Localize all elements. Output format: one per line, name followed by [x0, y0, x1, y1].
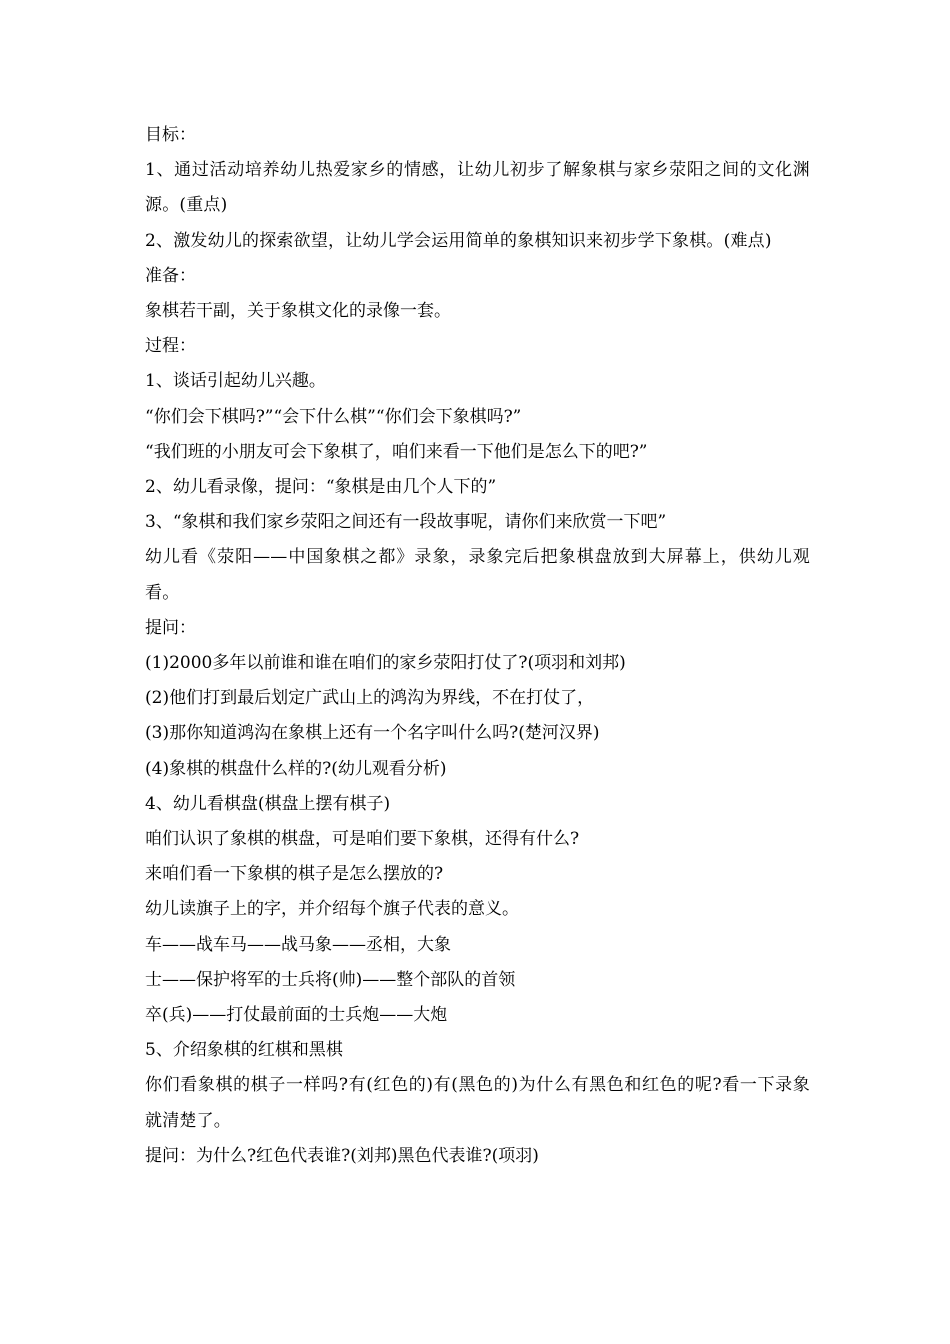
piece-meaning-3: 卒(兵)——打仗最前面的士兵炮——大炮	[145, 1005, 448, 1026]
piece-meaning-1: 车——战车马——战马象——丞相，大象	[145, 934, 451, 955]
document-page	[145, 118, 810, 1174]
heading-questions: 提问：	[145, 617, 196, 638]
question-2: (2)他们打到最后划定广武山上的鸿沟为界线，不在打仗了，	[145, 688, 595, 709]
preparation-text: 象棋若干副，关于象棋文化的录像一套。	[145, 301, 451, 322]
step5-text: 你们看象棋的棋子一样吗?有(红色的)有(黑色的)为什么有黑色和红色的呢?看一下录象就清楚了。	[145, 1075, 810, 1131]
question-1: (1)2000多年以前谁和谁在咱们的家乡荥阳打仗了?(项羽和刘邦)	[145, 653, 626, 674]
step4-text-3: 幼儿读旗子上的字，并介绍每个旗子代表的意义。	[145, 899, 519, 920]
process-step-1: 1、谈话引起幼儿兴趣。	[145, 371, 326, 392]
heading-goals: 目标：	[145, 125, 196, 145]
question-4: (4)象棋的棋盘什么样的?(幼儿观看分析)	[145, 758, 447, 779]
process-video-text: 幼儿看《荥阳——中国象棋之都》录象，录象完后把象棋盘放到大屏幕上，供幼儿观看。	[145, 547, 810, 603]
process-step-2: 2、幼儿看录像，提问：“象棋是由几个人下的”	[145, 477, 497, 498]
step5-question: 提问：为什么?红色代表谁?(刘邦)黑色代表谁?(项羽)	[145, 1145, 539, 1166]
goal-item-2: 2、激发幼儿的探索欲望，让幼儿学会运用简单的象棋知识来初步学下象棋。(难点)	[145, 230, 772, 251]
process-step-5: 5、介绍象棋的红棋和黑棋	[145, 1040, 343, 1061]
step4-text-2: 来咱们看一下象棋的棋子是怎么摆放的?	[145, 864, 444, 885]
goal-item-1: 1、通过活动培养幼儿热爱家乡的情感，让幼儿初步了解象棋与家乡荥阳之间的文化渊源。(重点)	[145, 160, 810, 216]
step4-text-1: 咱们认识了象棋的棋盘，可是咱们要下象棋，还得有什么?	[145, 829, 580, 850]
process-dialogue-1: “你们会下棋吗?”“会下什么棋”“你们会下象棋吗?”	[145, 406, 522, 427]
heading-process: 过程：	[145, 336, 196, 357]
process-step-3: 3、“象棋和我们家乡荥阳之间还有一段故事呢，请你们来欣赏一下吧”	[145, 512, 667, 533]
process-dialogue-2: “我们班的小朋友可会下象棋了，咱们来看一下他们是怎么下的吧?”	[145, 441, 648, 462]
process-step-4: 4、幼儿看棋盘(棋盘上摆有棋子)	[145, 793, 391, 814]
piece-meaning-2: 士——保护将军的士兵将(帅)——整个部队的首领	[145, 969, 516, 990]
question-3: (3)那你知道鸿沟在象棋上还有一个名字叫什么吗?(楚河汉界)	[145, 723, 600, 744]
heading-preparation: 准备：	[145, 265, 196, 286]
